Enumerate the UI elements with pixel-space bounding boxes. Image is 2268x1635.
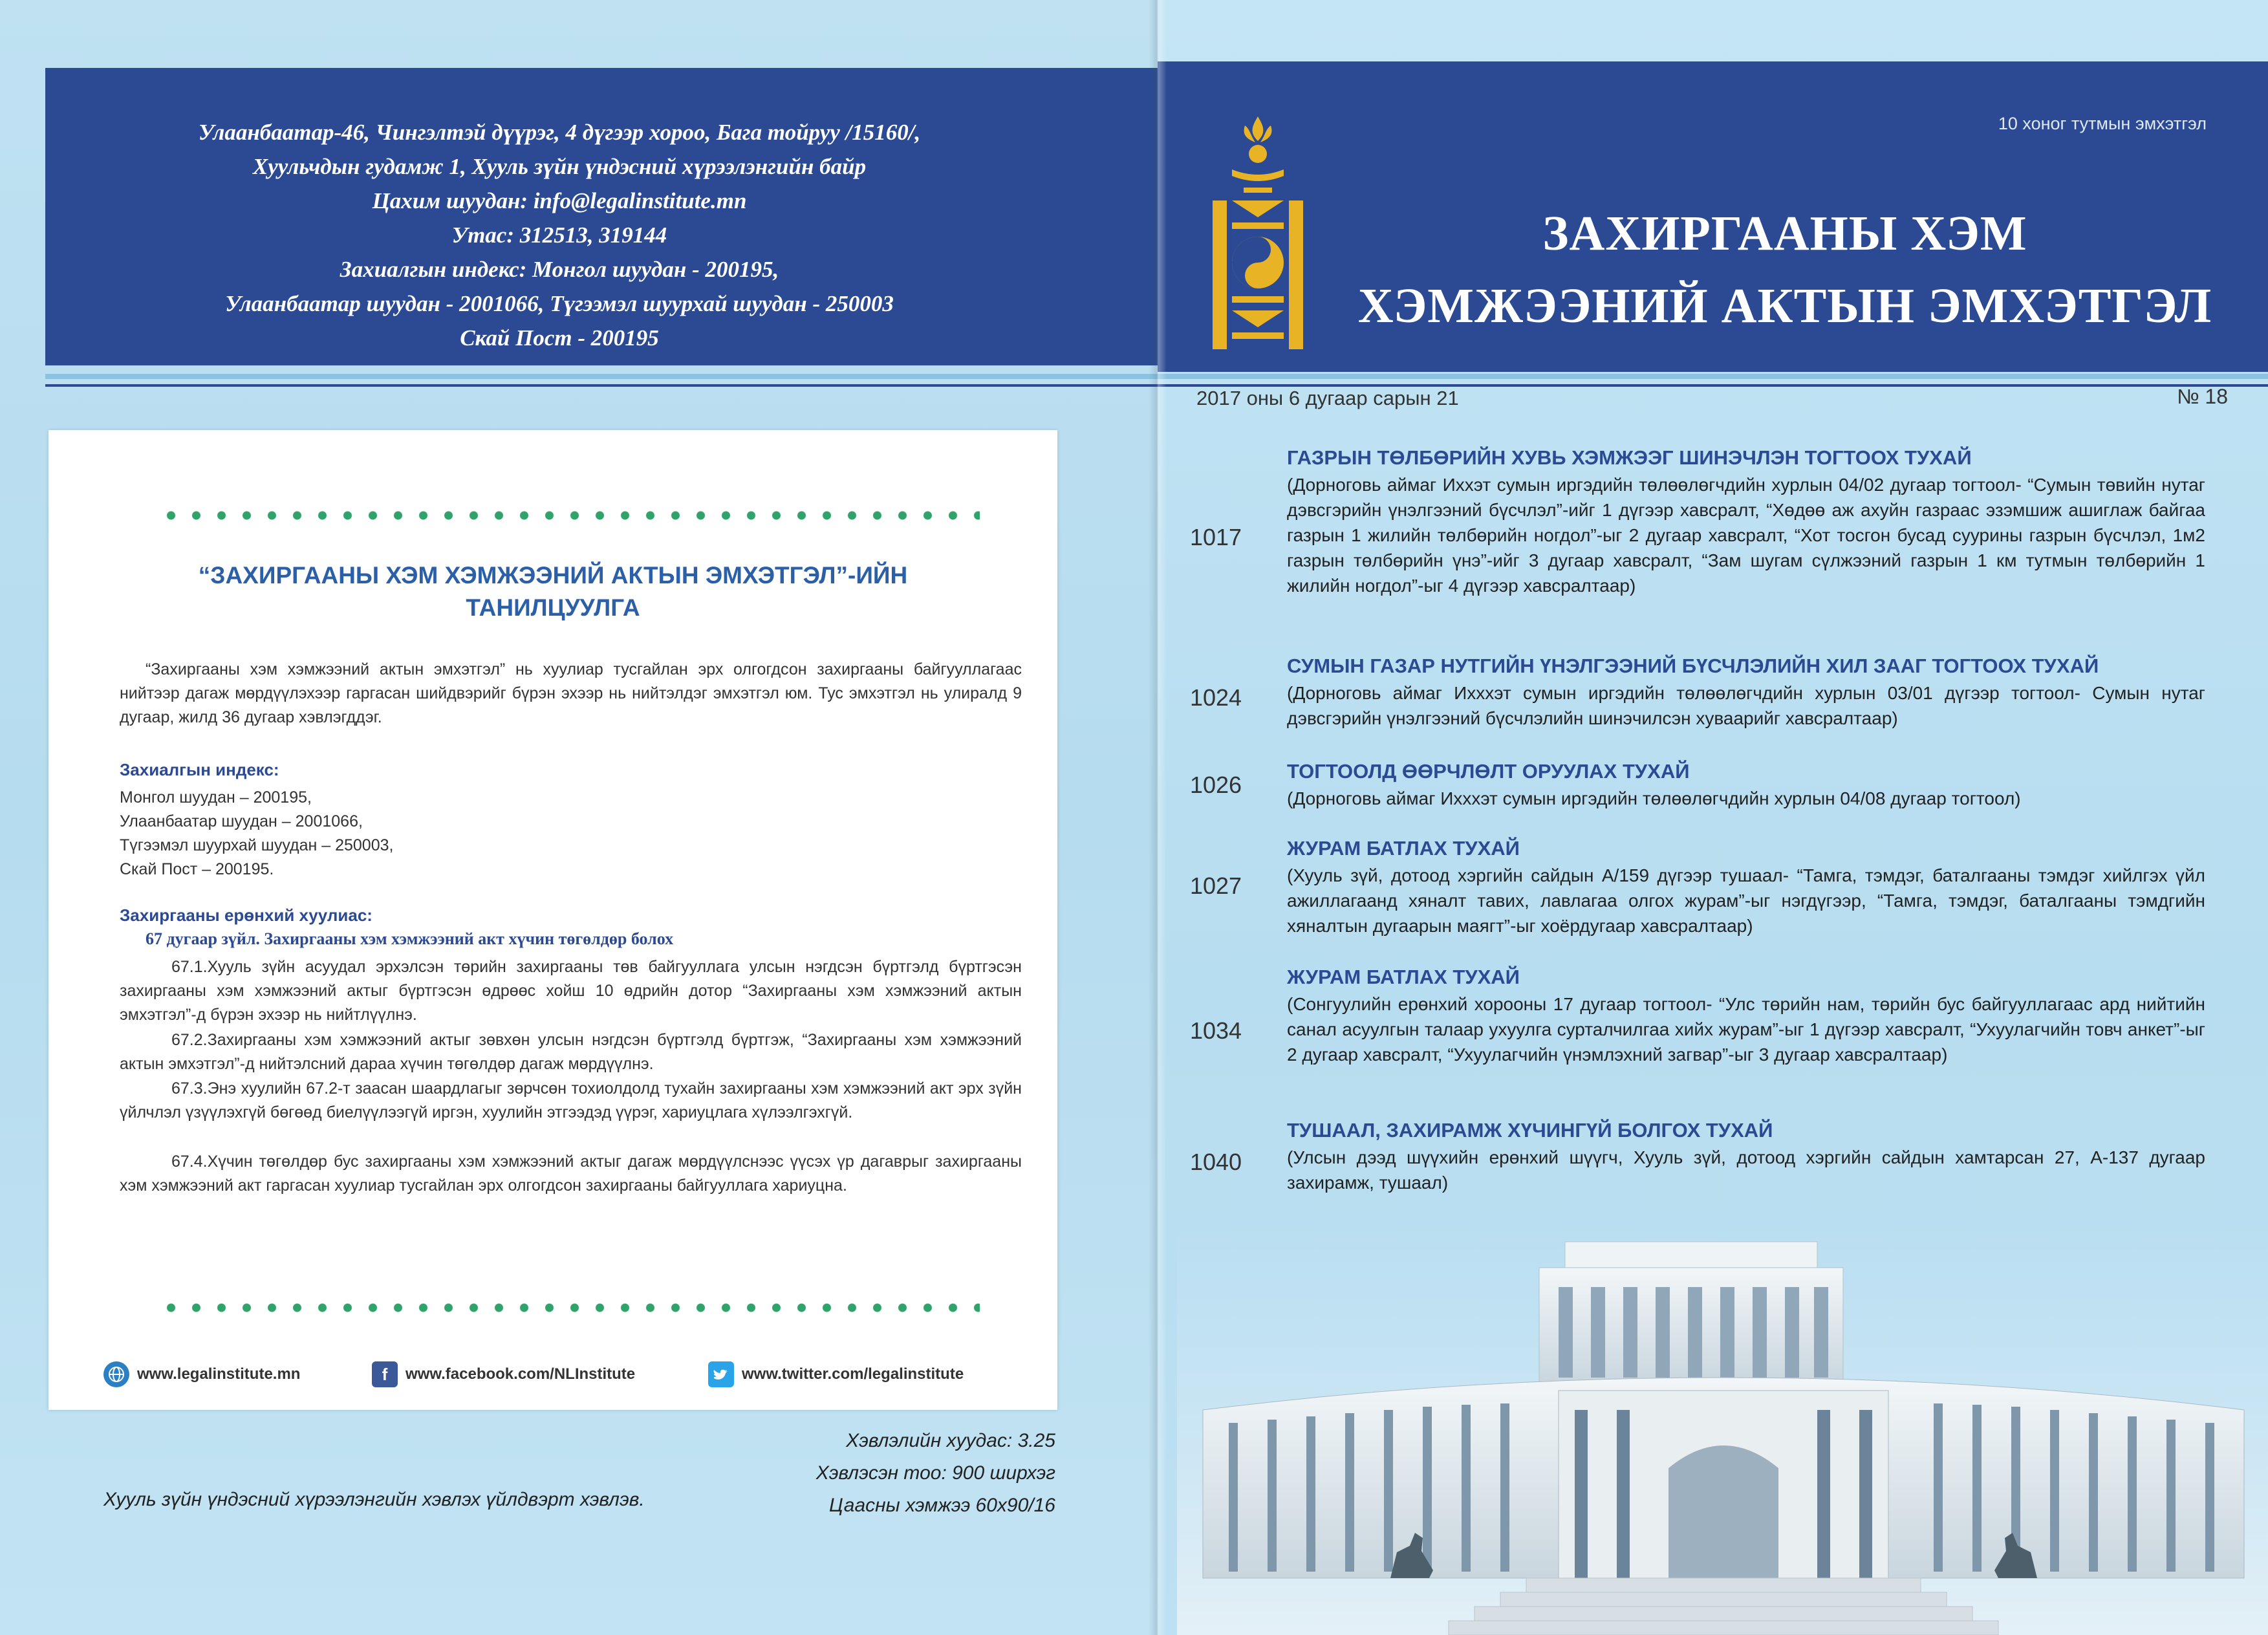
frequency-label: 10 хоног тутмын эмхэтгэл (1998, 114, 2207, 133)
toc-entry-title: ТОГТООЛД ӨӨРЧЛӨЛТ ОРУУЛАХ ТУХАЙ (1287, 760, 1690, 783)
introduction-box (49, 430, 1057, 1410)
toc-entry-description: (Сонгуулийн ерөнхий хорооны 17 дугаар тогтоол- “Улс төрийн нам, төрийн бус байгууллагаас ард нийтийн санал асуулгын талаар ухуулга сурталчилгаа хийх журам”-ыг 1 дүгээр хавсралт, “Ухуулагчийн товч анкет”-ыг 2 дугаар хавсралт, “Ухуулагчийн үнэмлэхний загвар”-ыг 3 дугаар хавсралтаар) (1287, 994, 2205, 1065)
article-paragraph: 67.2.Захиргааны хэм хэмжээний актыг зөвхөн улсын нэгдсэн бүртгэлд бүртгэж, “Захиргааны хэм хэмжээний актын эмхэтгэл”-д нийтэлсний дараа хүчин төгөлдөр дагаж мөрдүүлнэ. (120, 1031, 1022, 1073)
government-palace-image (1177, 1216, 2268, 1635)
toc-entry-description: (Дорноговь аймаг Ихххэт сумын иргэдийн төлөөлөгчдийн хурлын 04/08 дугаар тогтоол) (1287, 788, 2021, 808)
address-index: Захиалгын индекс: Монгол шуудан - 200195, (340, 257, 779, 282)
print-info (816, 1425, 1055, 1522)
facebook-url: www.facebook.com/NLInstitute (405, 1365, 636, 1383)
toc-entry-title: ТУШААЛ, ЗАХИРАМЖ ХҮЧИНГҮЙ БОЛГОХ ТУХАЙ (1287, 1119, 1773, 1142)
introduction-title-line: ТАНИЛЦУУЛГА (466, 594, 640, 621)
introduction-title (87, 559, 1019, 624)
toc-entry-description: (Дорноговь аймаг Иххэт сумын иргэдийн төлөөлөгчдийн хурлын 04/02 дугаар тогтоол- “Сумын төвийн нутаг дэвсгэрийн үнэлгээний бүсчлэл”-ийг 1 дүгээр хавсралт, “Хөдөө аж ахуйн газраас эзэмшиж ашиглаж байгаа газрын 1 жилийн төлбөрийн ногдол”-ыг 2 дугаар хавсралт, “Хот тосгон бусад суурины газрын бүсчлэл, 1м2 газрын төлбөрийн үнэ”-ийг 3 дугаар хавсралт, “Зам шугам сүлжээний газрын 1 км тутмын төлбөрийн 1 жилийн ногдол”-ыг 4 дүгээр хавсралтаар) (1287, 475, 2205, 596)
toc-entry-page: 1027 (1189, 872, 1242, 899)
issue-number: № 18 (2177, 385, 2228, 408)
subscription-item: Улаанбаатар шуудан – 2001066, (120, 812, 363, 830)
print-paper-size: Цаасны хэмжээ 60x90/16 (829, 1495, 1055, 1516)
print-copies: Хэвлэсэн тоо: 900 ширхэг (815, 1462, 1055, 1484)
front-cover (1158, 0, 2268, 1635)
address-index: Улаанбаатар шуудан - 2001066, Түгээмэл шуурхай шуудан - 250003 (225, 291, 894, 316)
toc-entry-description: (Хууль зүй, дотоод хэргийн сайдын А/159 дүгээр тушаал- “Тамга, тэмдэг, баталгааны тэмдэг хийлгэх үйл ажиллагаанд хяналт тавих, лавлагаа олгох журам”-ыг нэгдүгээр, “Тамга, тэмдэг, баталгааны тэмдгийн хяналтын дугаарын маягт”-ыг хоёрдугаар хавсралтаар) (1287, 865, 2205, 936)
address-line: Хуульчдын гудамж 1, Хууль зүйн үндэсний хүрээлэнгийн байр (252, 154, 867, 179)
dot-divider-bottom (158, 1301, 980, 1314)
introduction-text: “Захиргааны хэм хэмжээний актын эмхэтгэл” нь хуулиар тусгайлан эрх олгогдсон захиргааны байгууллагаас нийтээр дагаж мөрдүүлэхээр гаргасан шийдвэрийг бүрэн эхээр нь нийтэлдэг эмхэтгэл юм. Тус эмхэтгэл нь улиралд 9 дугаар, жилд 36 дугаар хэвлэгддэг. (120, 660, 1022, 726)
journal-title (1332, 197, 2238, 342)
toc-entry-page: 1024 (1189, 684, 1242, 711)
address-phone: Утас: 312513, 319144 (451, 222, 667, 248)
article-paragraph: 67.4.Хүчин төгөлдөр бус захиргааны хэм хэмжээний актыг дагаж мөрдүүлснээс үүсэх үр дагаврыг захиргааны хэм хэмжээний акт гаргасан хуулиар тусгайлан эрх олгогдсон захиргааны байгууллага хариуцна. (120, 1153, 1022, 1195)
subscription-item: Скай Пост – 200195. (120, 860, 274, 878)
journal-title-line: ХЭМЖЭЭНИЙ АКТЫН ЭМХЭТГЭЛ (1357, 279, 2212, 333)
back-header-thin-stripe (45, 384, 1158, 387)
toc-entry-page: 1040 (1189, 1149, 1242, 1175)
social-links (49, 1361, 1057, 1400)
toc-entry-page: 1017 (1189, 524, 1242, 550)
issue-date: 2017 оны 6 дугаар сарын 21 (1196, 387, 1459, 409)
toc-entry-title: СУМЫН ГАЗАР НУТГИЙН ҮНЭЛГЭЭНИЙ БҮСЧЛЭЛИЙН ХИЛ ЗААГ ТОГТООХ ТУХАЙ (1287, 655, 2099, 677)
article-paragraph: 67.3.Энэ хуулийн 67.2-т заасан шаардлагыг зөрчсөн тохиолдолд тухайн захиргааны хэм хэмжээний акт эрх зүйн үйлчлэл үзүүлэхгүй бөгөөд биелүүлээгүй иргэн, хуулийн этгээдэд үүрэг, хариуцлага хүлээлгэхгүй. (120, 1079, 1022, 1121)
twitter-url: www.twitter.com/legalinstitute (742, 1365, 964, 1383)
article-title: 67 дугаар зүйл. Захиргааны хэм хэмжээний акт хүчин төгөлдөр болох (146, 929, 674, 948)
subscription-list (120, 786, 393, 882)
address-line: Улаанбаатар-46, Чингэлтэй дүүрэг, 4 дүгээр хороо, Бага тойруу /15160/, (198, 120, 921, 145)
article-paragraph: 67.1.Хууль зүйн асуудал эрхэлсэн төрийн захиргааны төв байгууллага улсын нэгдсэн бүртгэлд бүртгэсэн захиргааны хэм хэмжээний актыг бүртгэсэн өдрөөс хойш 10 өдрийн дотор “Захиргааны хэм хэмжээний актын эмхэтгэл”-д бүрэн эхээр нь нийтлүүлнэ. (120, 958, 1022, 1024)
subscription-heading: Захиалгын индекс: (120, 760, 279, 779)
soyombo-emblem-icon (1193, 116, 1323, 362)
twitter-icon (708, 1361, 734, 1387)
toc-entry-title: ГАЗРЫН ТӨЛБӨРИЙН ХУВЬ ХЭМЖЭЭГ ШИНЭЧЛЭН ТОГТООХ ТУХАЙ (1287, 446, 1972, 469)
globe-icon (103, 1361, 129, 1387)
introduction-title-line: “ЗАХИРГААНЫ ХЭМ ХЭМЖЭЭНИЙ АКТЫН ЭМХЭТГЭЛ”-ИЙН (198, 562, 908, 589)
facebook-icon: f (372, 1361, 398, 1387)
toc-entry-title: ЖУРАМ БАТЛАХ ТУХАЙ (1287, 837, 1520, 860)
facebook-link[interactable] (372, 1361, 635, 1387)
print-sheets: Хэвлэлийн хуудас: 3.25 (846, 1430, 1055, 1451)
toc-entry-description: (Улсын дээд шүүхийн ерөнхий шүүгч, Хууль зүй, дотоод хэргийн сайдын хамтарсан 27, А-137 дугаар захирамж, тушаал) (1287, 1147, 2205, 1193)
publisher-note: Хууль зүйн үндэсний хүрээлэнгийн хэвлэх үйлдвэрт хэвлэв. (103, 1489, 645, 1510)
toc-entry-page: 1034 (1189, 1017, 1242, 1044)
back-header-stripe (45, 374, 1158, 379)
dot-divider-top (158, 509, 980, 522)
toc-entry-page: 1026 (1189, 772, 1242, 798)
website-url: www.legalinstitute.mn (137, 1365, 301, 1383)
twitter-link[interactable] (708, 1361, 964, 1387)
toc-entry-title: ЖУРАМ БАТЛАХ ТУХАЙ (1287, 966, 1520, 988)
address-index: Скай Пост - 200195 (460, 325, 659, 351)
journal-title-line: ЗАХИРГААНЫ ХЭМ (1542, 206, 2027, 261)
address-email: Цахим шуудан: info@legalinstitute.mn (372, 188, 747, 213)
website-link[interactable] (103, 1361, 300, 1387)
toc-entry-description: (Дорноговь аймаг Ихххэт сумын иргэдийн төлөөлөгчдийн хурлын 03/01 дүгээр тогтоол- Сумын нутаг дэвсгэрийн үнэлгээний бүсчлэлийн шинэчилсэн хуваарийг хавсралтаар) (1287, 683, 2205, 728)
book-spine-fold (1149, 0, 1167, 1635)
subscription-item: Түгээмэл шуурхай шуудан – 250003, (120, 836, 394, 854)
contact-address (149, 115, 970, 355)
subscription-item: Монгол шуудан – 200195, (120, 788, 312, 807)
law-heading: Захиргааны ерөнхий хуулиас: (120, 905, 373, 925)
front-header-stripe (1158, 374, 2268, 379)
